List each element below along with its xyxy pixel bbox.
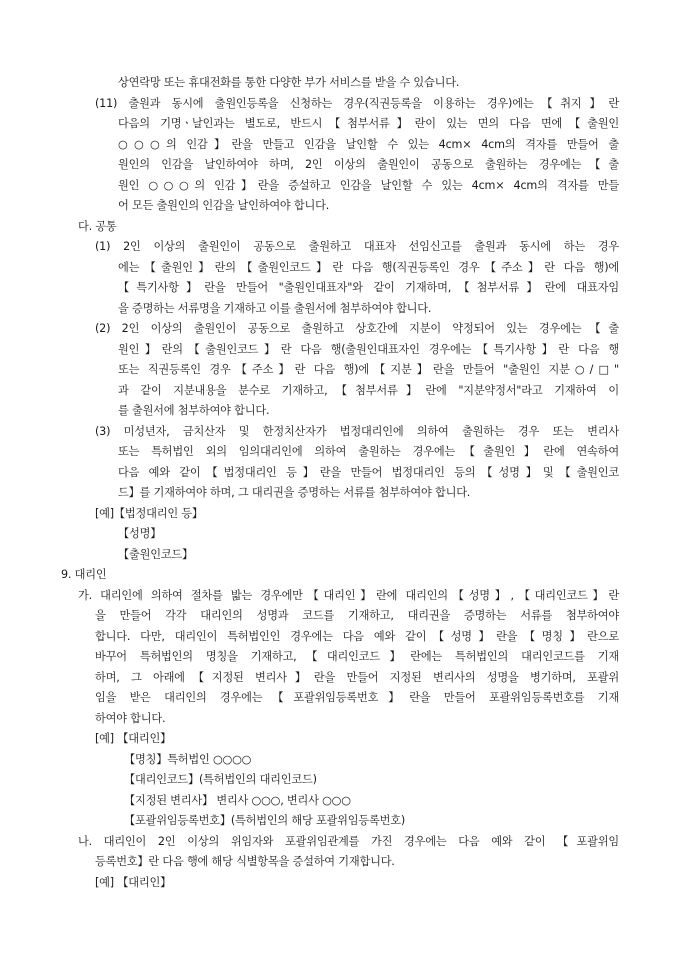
text-line: 임을 받은 대리인의 경우에는【포괄위임등록번호】란을 만들어 포괄위임등록번호를 기재 <box>95 691 619 704</box>
text-line: [예] 【대리인】 <box>95 875 172 889</box>
text-line: (2) 2인 이상의 출원인이 공동으로 출원하고 상호간에 지분이 약정되어 있는 경우에는【출 <box>95 322 619 335</box>
text-line: 원인의 인감을 날인하여야 하며, 2인 이상의 출원인이 공동으로 출원하는 경우에는【출 <box>118 158 619 171</box>
text-line: 다음의 기명ㆍ날인과는 별도로, 반드시【첨부서류】란이 있는 면의 다음 면에【출원인 <box>118 117 619 130</box>
text-line: 나. 대리인이 2인 이상의 위임자와 포괄위임관계를 가진 경우에는 다음 예와 같이 【포괄위임 <box>78 834 619 848</box>
text-line: 다. 공통 <box>78 219 117 233</box>
text-line: 【명칭】특허법인 ○○○○ <box>124 752 252 766</box>
text-line: 을 만들어 각각 대리인의 성명과 코드를 기재하고, 대리권을 증명하는 서류를 첨부하여야 <box>95 609 619 622</box>
text-line: 【특기사항】란을 만들어 "출원인대표자"와 같이 기재하며,【첨부서류】란에 대표자임 <box>118 281 619 294</box>
text-line: 에는【출원인】란의【출원인코드】란 다음 행(직권등록인 경우【주소】란 다음 행)에 <box>118 260 619 274</box>
text-line: 9. 대리인 <box>61 568 107 581</box>
text-line: 등록번호】란 다음 행에 해당 식별항목을 증설하여 기재합니다. <box>95 855 395 868</box>
document-page <box>0 73 680 893</box>
text-line: 원인 ○○○의 인감】란을 증설하고 인감을 날인할 수 있는 4cm× 4cm의 격자를 만들 <box>118 178 619 192</box>
text-line: 【포괄위임등록번호】(특허법인의 해당 포괄위임등록번호) <box>124 814 405 827</box>
text-line: 상연락망 또는 휴대전화를 통한 다양한 부가 서비스를 받을 수 있습니다. <box>118 76 460 89</box>
text-line: 바꾸어 특허법인의 명칭을 기재하고,【대리인코드】란에는 특허법인의 대리인코드를 기재 <box>95 650 619 663</box>
text-line: 【대리인코드】(특허법인의 대리인코드) <box>124 773 317 786</box>
text-line: ○○○의 인감】란을 만들고 인감을 날인할 수 있는 4cm× 4cm의 격자를 만들어 출 <box>118 137 619 151</box>
text-line: 하여야 합니다. <box>95 711 166 725</box>
text-line: 【출원인코드】 <box>118 547 194 561</box>
text-line: (11) 출원과 동시에 출원인등록을 신청하는 경우(직권등록을 이용하는 경우)에는【취지】란 <box>95 96 619 110</box>
text-line: [예] 【대리인】 <box>95 732 172 745</box>
text-line: 또는 직권등록인 경우【주소】란 다음 행)에【지분】란을 만들어 "출원인 지분○/□" <box>118 363 619 376</box>
text-line: 【성명】 <box>118 527 162 540</box>
text-line: 를 출원서에 첨부하여야 합니다. <box>118 404 270 417</box>
text-line: 하며, 그 아래에【지정된 변리사】란을 만들어 지정된 변리사의 성명을 병기하며, 포괄위 <box>95 670 619 684</box>
text-line: 어 모든 출원인의 인감을 날인하여야 합니다. <box>118 199 330 212</box>
text-line: 드】를 기재하여야 하며, 그 대리권을 증명하는 서류를 첨부하여야 합니다. <box>118 486 471 499</box>
text-line: 다음 예와 같이【법정대리인 등】란을 만들어 법정대리인 등의【성명】및【출원인코 <box>118 465 619 479</box>
text-line: (1) 2인 이상의 출원인이 공동으로 출원하고 대표자 선임신고를 출원과 동시에 하는 경우 <box>95 240 619 253</box>
text-line: 가. 대리인에 의하여 절차를 밟는 경우에만【대리인】란에 대리인의【성명】,【대리인코드】란 <box>78 588 619 602</box>
text-line: 원인】란의【출원인코드】란 다음 행(출원인대표자인 경우에는【특기사항】란 다음 행 <box>118 342 619 356</box>
text-line: 을 증명하는 서류명을 기재하고 이를 출원서에 첨부하여야 합니다. <box>118 301 432 315</box>
text-line: [예]【법정대리인 등】 <box>95 506 203 520</box>
text-line: 합니다. 다만, 대리인이 특허법인인 경우에는 다음 예와 같이【성명】란을【명칭】란으로 <box>95 629 619 643</box>
text-line: 또는 특허법인 외의 임의대리인에 의하여 출원하는 경우에는【출원인】란에 연속하여 <box>118 445 619 458</box>
text-line: 【지정된 변리사】 변리사 ○○○, 변리사 ○○○ <box>124 793 351 807</box>
text-line: (3) 미성년자, 금치산자 및 한정치산자가 법정대리인에 의하여 출원하는 경우 또는 변리사 <box>95 424 619 438</box>
text-line: 과 같이 지분내용을 분수로 기재하고,【첨부서류】란에 "지분약정서"라고 기재하여 이 <box>118 383 619 397</box>
